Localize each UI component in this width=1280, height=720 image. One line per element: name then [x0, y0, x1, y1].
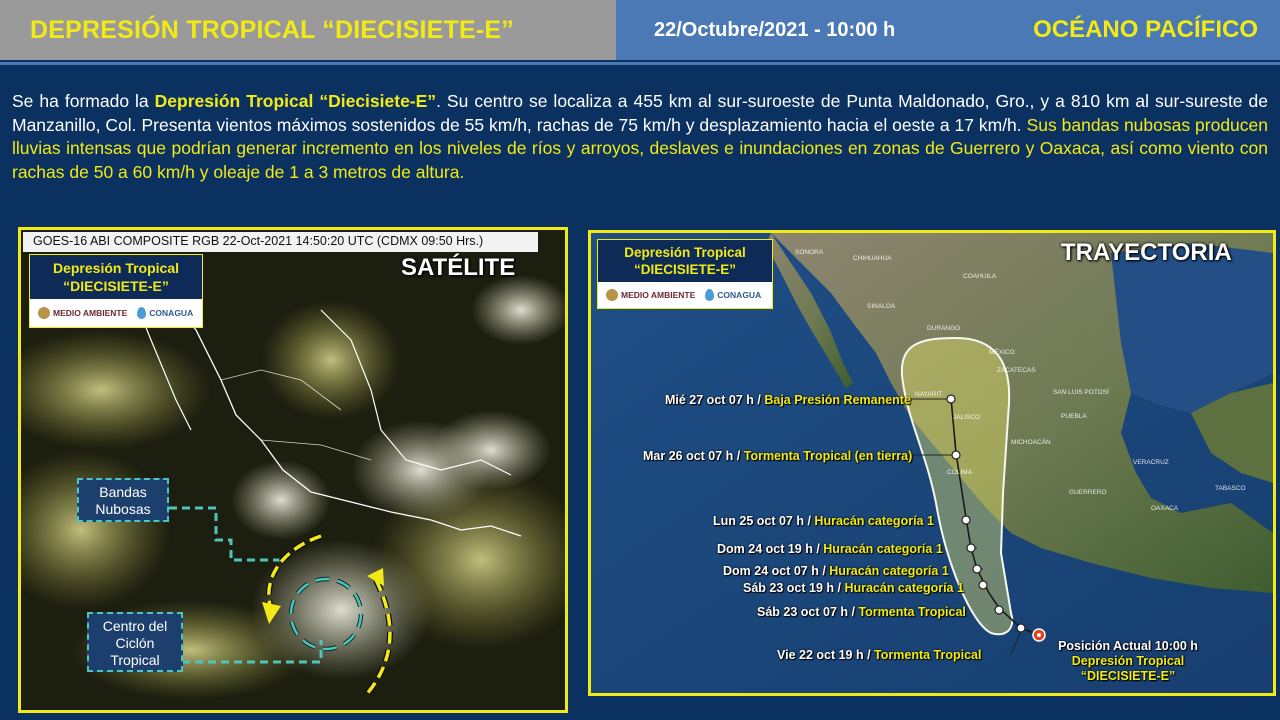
- trk-medio-ambiente-label: MEDIO AMBIENTE: [621, 290, 696, 300]
- forecast-label: [665, 393, 911, 407]
- forecast-label: [777, 648, 981, 662]
- callout-center-line-2: Ciclón: [115, 635, 155, 651]
- trajectory-title: TRAYECTORIA: [1061, 239, 1232, 266]
- forecast-label: [723, 564, 949, 578]
- forecast-label: [757, 605, 966, 619]
- intro-impacts: Sus bandas nubosas producen lluvias intensas que podrían generar incremento en los niveles de ríos y arroyos, deslaves e inundaciones en zonas de Guerrero y Oaxaca, así como viento con rachas de 50 a 60 km/h y oleaje de 1 a 3 metros de altura.: [12, 114, 1268, 182]
- forecast-label: [643, 449, 912, 463]
- conagua-logo: [137, 307, 193, 319]
- place-nayarit: NAYARIT: [915, 391, 943, 398]
- place-durango: DURANGO: [927, 325, 961, 332]
- callout-cyclone-center: [87, 612, 183, 672]
- place-sonora: SONORA: [795, 249, 824, 256]
- forecast-status: Huracán categoría 1: [844, 581, 964, 595]
- forecast-time: Mié 27 oct 07 h /: [665, 393, 765, 407]
- forecast-time: Vie 22 oct 19 h /: [777, 648, 875, 662]
- intro-text-2: . Su centro se localiza a 455 km al sur-suroeste de Punta Maldonado, Gro., y a 810 km al sur-sureste de Manzanillo, Col. Presenta vientos máximos sostenidos de 55 km/h, rachas de 75 km/h y desplazamiento hacia el oeste a 17 km/h.: [12, 91, 1268, 135]
- header-title-box: [0, 0, 616, 60]
- forecast-status: Baja Presión Remanente: [764, 393, 911, 407]
- bulletin-date: 22/Octubre/2021 - 10:00 h: [654, 18, 896, 41]
- place-jalisco: JALISCO: [953, 414, 981, 421]
- trk-medio-ambiente-logo: [606, 289, 695, 301]
- trk-conagua-logo: [705, 289, 761, 301]
- forecast-status: Tormenta Tropical (en tierra): [743, 449, 913, 463]
- trajectory-storm-badge: [597, 239, 773, 309]
- place-puebla: PUEBLA: [1061, 413, 1087, 420]
- trk-agency-logos: [598, 282, 772, 308]
- place-veracruz: VERACRUZ: [1133, 459, 1169, 466]
- forecast-status: Huracán categoría 1: [814, 514, 934, 528]
- intro-storm-name: Depresión Tropical “Diecisiete-E”: [154, 91, 437, 111]
- forecast-label: [717, 542, 943, 556]
- forecast-time: Dom 24 oct 19 h /: [717, 542, 824, 556]
- place-tabasco: TABASCO: [1215, 485, 1246, 492]
- forecast-status: Huracán categoría 1: [823, 542, 943, 556]
- callout-cloud-bands: [77, 478, 169, 522]
- place-chihuahua: CHIHUAHUA: [853, 255, 892, 262]
- satellite-panel: [18, 227, 568, 713]
- header-info-box: [616, 0, 1280, 60]
- callout-center-line-3: Tropical: [110, 652, 160, 668]
- forecast-time: Sáb 23 oct 19 h /: [743, 581, 845, 595]
- trk-badge-line-2: “DIECISIETE-E”: [633, 262, 736, 277]
- trk-seal-icon: [606, 289, 618, 301]
- place-san-luis-potosi: SAN LUIS POTOSÍ: [1053, 389, 1109, 396]
- satellite-caption: GOES-16 ABI COMPOSITE RGB 22-Oct-2021 14:50:20 UTC (CDMX 09:50 Hrs.): [23, 232, 538, 252]
- place-michoacan: MICHOACÁN: [1011, 439, 1051, 446]
- current-position-status: Depresión Tropical: [1071, 654, 1185, 668]
- forecast-time: Sáb 23 oct 07 h /: [757, 605, 859, 619]
- seal-icon: [38, 307, 50, 319]
- callout-center-line-1: Centro del: [102, 618, 168, 634]
- badge-line-1: Depresión Tropical: [52, 260, 180, 276]
- place-colima: COLIMA: [947, 469, 972, 476]
- header-bar: [0, 0, 1280, 60]
- intro-text-1: Se ha formado la: [12, 91, 155, 111]
- current-position-time: Posición Actual 10:00 h: [1058, 639, 1198, 653]
- trajectory-panel: [588, 230, 1276, 696]
- forecast-time: Dom 24 oct 07 h /: [723, 564, 830, 578]
- medio-ambiente-logo: [38, 307, 127, 319]
- trk-conagua-label: CONAGUA: [717, 290, 762, 300]
- agency-logos: [30, 299, 202, 327]
- page-title: DEPRESIÓN TROPICAL “DIECISIETE-E”: [30, 15, 514, 44]
- forecast-status: Huracán categoría 1: [829, 564, 949, 578]
- callout-bands-line-2: Nubosas: [95, 501, 151, 517]
- place-coahuila: COAHUILA: [963, 273, 997, 280]
- bulletin-text: [12, 90, 1268, 184]
- place-oaxaca: OAXACA: [1151, 505, 1179, 512]
- forecast-time: Mar 26 oct 07 h /: [643, 449, 744, 463]
- forecast-label: [743, 581, 964, 595]
- place-zacatecas: ZACATECAS: [997, 367, 1036, 374]
- satellite-storm-badge: [29, 254, 203, 328]
- ocean-label: OCÉANO PACÍFICO: [1033, 16, 1258, 43]
- current-position-label: [1043, 639, 1213, 684]
- place-guerrero: GUERRERO: [1069, 489, 1107, 496]
- callout-bands-line-1: Bandas: [99, 484, 147, 500]
- forecast-time: Lun 25 oct 07 h /: [713, 514, 815, 528]
- conagua-label: CONAGUA: [149, 308, 194, 318]
- place-sinaloa: SINALOA: [867, 303, 896, 310]
- forecast-status: Tormenta Tropical: [874, 648, 982, 662]
- header-divider: [0, 62, 1280, 65]
- current-position-name: “DIECISIETE-E”: [1080, 669, 1176, 683]
- medio-ambiente-label: MEDIO AMBIENTE: [53, 308, 128, 318]
- badge-line-2: “DIECISIETE-E”: [63, 278, 169, 294]
- forecast-status: Tormenta Tropical: [858, 605, 966, 619]
- forecast-label: [713, 514, 934, 528]
- trk-water-drop-icon: [705, 289, 714, 301]
- water-drop-icon: [137, 307, 146, 319]
- place-mexico: MÉXICO: [989, 349, 1015, 356]
- satellite-title: SATÉLITE: [401, 254, 516, 281]
- trk-badge-line-1: Depresión Tropical: [624, 245, 746, 260]
